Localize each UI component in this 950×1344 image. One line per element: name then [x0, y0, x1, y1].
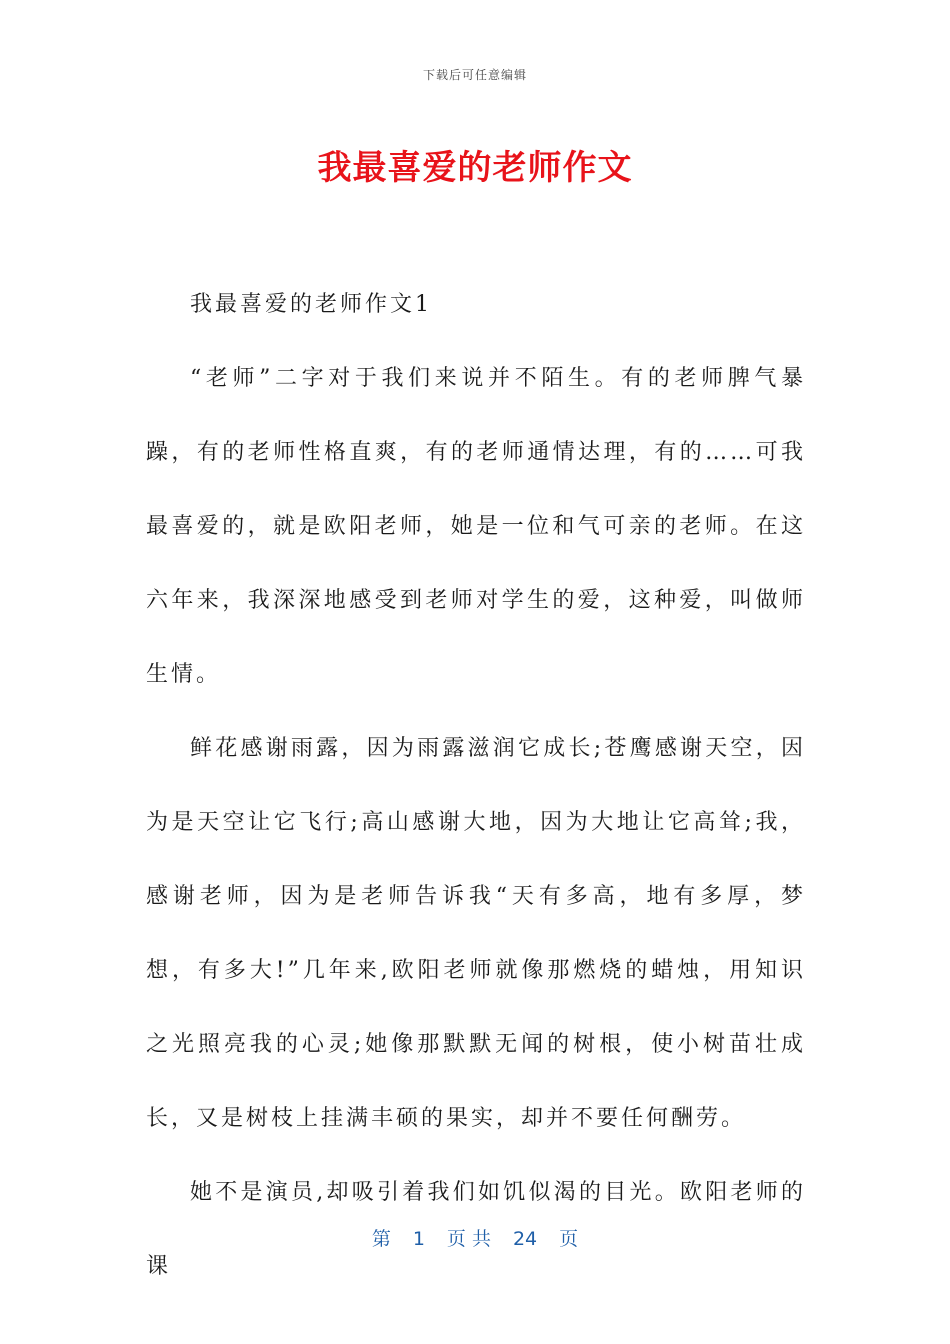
- header-note: 下载后可任意编辑: [422, 68, 527, 82]
- paragraph: 鲜花感谢雨露，因为雨露滋润它成长;苍鹰感谢天空，因为是天空让它飞行;高山感谢大地，因为大地让它高耸;我，感谢老师，因为是老师告诉我“天有多高，地有多厚，梦想，有多大!”几年来,欧阳老师就像那燃烧的蜡烛，用知识之光照亮我的心灵;她像那默默无闻的树根，使小树苗壮成长，又是树枝上挂满丰硕的果实，却并不要任何酬劳。: [146, 736, 806, 1131]
- document-body: [146, 268, 806, 1304]
- current-page-number: 1: [412, 1228, 425, 1250]
- total-pages-number: 24: [512, 1228, 538, 1250]
- footer-prefix: 第: [371, 1228, 391, 1250]
- footer-suffix: 页: [559, 1228, 579, 1250]
- paragraph: “老师”二字对于我们来说并不陌生。有的老师脾气暴躁，有的老师性格直爽，有的老师通情达理，有的……可我最喜爱的，就是欧阳老师，她是一位和气可亲的老师。在这六年来，我深深地感受到老师对学生的爱，这种爱，叫做师生情。: [146, 366, 806, 687]
- paragraph: 她不是演员,却吸引着我们如饥似渴的目光。欧阳老师的课: [146, 1180, 806, 1279]
- footer-middle: 页 共: [446, 1228, 491, 1250]
- page-footer: [0, 1224, 950, 1251]
- document-title: 我最喜爱的老师作文: [317, 148, 633, 188]
- section-heading: 我最喜爱的老师作文1: [190, 292, 432, 317]
